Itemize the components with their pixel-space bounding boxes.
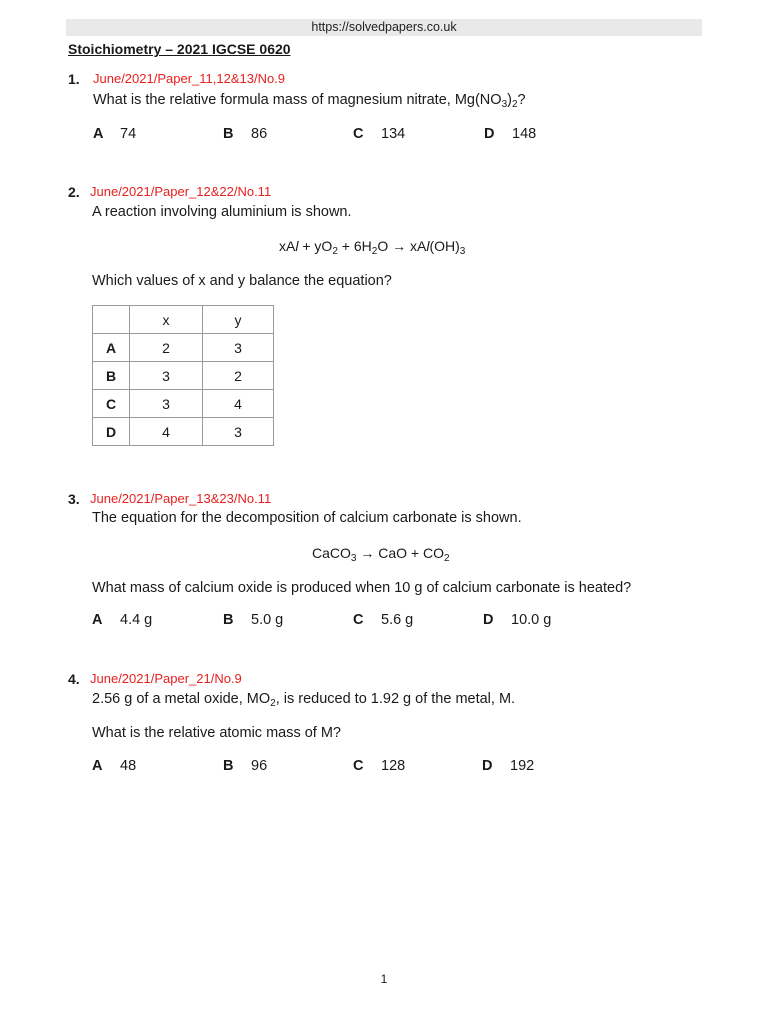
option-value: 5.6 g	[381, 612, 414, 628]
question-text: The equation for the decomposition of calcium carbonate is shown.	[92, 510, 522, 526]
question-text: 2.56 g of a metal oxide, $MO_2$, is reduced to 1.92 g of the metal, M.	[92, 691, 516, 709]
table-row[interactable]	[93, 418, 274, 446]
cell-y: 2	[203, 362, 274, 390]
cell-y: 3	[203, 334, 274, 362]
row-label: A	[93, 334, 130, 362]
cell-x: 3	[130, 362, 203, 390]
option-value: 128	[381, 758, 406, 774]
cell-y: 4	[203, 390, 274, 418]
table-header-row	[93, 306, 274, 334]
cell-x: 2	[130, 334, 203, 362]
option-letter[interactable]: B	[223, 612, 234, 628]
option-value: 192	[510, 758, 535, 774]
option-letter[interactable]: A	[92, 612, 103, 628]
cell-x: 3	[130, 390, 203, 418]
document-title: Stoichiometry – 2021 IGCSE 0620	[68, 41, 291, 57]
option-value: 96	[251, 758, 268, 774]
table-header-cell: y	[203, 306, 274, 334]
option-value: 10.0 g	[511, 612, 552, 628]
option-letter[interactable]: D	[483, 612, 494, 628]
option-letter[interactable]: B	[223, 758, 234, 774]
question-number: 4.	[68, 671, 80, 687]
question-source: June/2021/Paper_11,12&13/No.9	[93, 71, 286, 86]
question-number: 3.	[68, 491, 80, 507]
cell-y: 3	[203, 418, 274, 446]
chemical-equation: CaCO$_3$ → CaO + $CO_2$	[312, 545, 450, 564]
question-prompt: What is the relative atomic mass of M?	[92, 725, 341, 741]
header-url[interactable]: https://solvedpapers.co.uk	[311, 20, 457, 34]
option-value: 134	[381, 126, 406, 142]
table-header-cell: x	[130, 306, 203, 334]
question-source: June/2021/Paper_13&23/No.11	[90, 491, 272, 506]
table-row[interactable]	[93, 362, 274, 390]
option-value: 4.4 g	[120, 612, 153, 628]
table-row[interactable]	[93, 334, 274, 362]
question-text: What is the relative formula mass of magnesium nitrate, $Mg(NO_3)_2$?	[93, 92, 526, 110]
option-letter[interactable]: D	[482, 758, 493, 774]
header-bar	[66, 19, 702, 36]
question-source: June/2021/Paper_12&22/No.11	[90, 184, 272, 199]
table-header-cell	[93, 306, 130, 334]
option-letter[interactable]: A	[92, 758, 103, 774]
option-letter[interactable]: C	[353, 126, 364, 142]
row-label: C	[93, 390, 130, 418]
row-label: D	[93, 418, 130, 446]
answer-table	[92, 305, 274, 446]
chemical-equation: xAl + $yO_2 + 6H_2O \to xAl(OH)_3$	[279, 238, 466, 257]
option-letter[interactable]: C	[353, 758, 364, 774]
page-number: 1	[380, 972, 388, 986]
option-value: 5.0 g	[251, 612, 284, 628]
option-letter[interactable]: C	[353, 612, 364, 628]
table-row[interactable]	[93, 390, 274, 418]
question-text: A reaction involving aluminium is shown.	[92, 204, 352, 220]
option-letter[interactable]: D	[484, 126, 495, 142]
question-prompt: Which values of x and y balance the equation?	[92, 273, 392, 289]
option-letter[interactable]: A	[93, 126, 104, 142]
cell-x: 4	[130, 418, 203, 446]
row-label: B	[93, 362, 130, 390]
option-value: 86	[251, 126, 268, 142]
question-number: 2.	[68, 184, 80, 200]
question-prompt: What mass of calcium oxide is produced when 10 g of calcium carbonate is heated?	[92, 580, 632, 596]
question-source: June/2021/Paper_21/No.9	[90, 671, 242, 686]
option-letter[interactable]: B	[223, 126, 234, 142]
option-value: 48	[120, 758, 137, 774]
question-number: 1.	[68, 71, 80, 87]
option-value: 148	[512, 126, 537, 142]
option-value: 74	[120, 126, 137, 142]
